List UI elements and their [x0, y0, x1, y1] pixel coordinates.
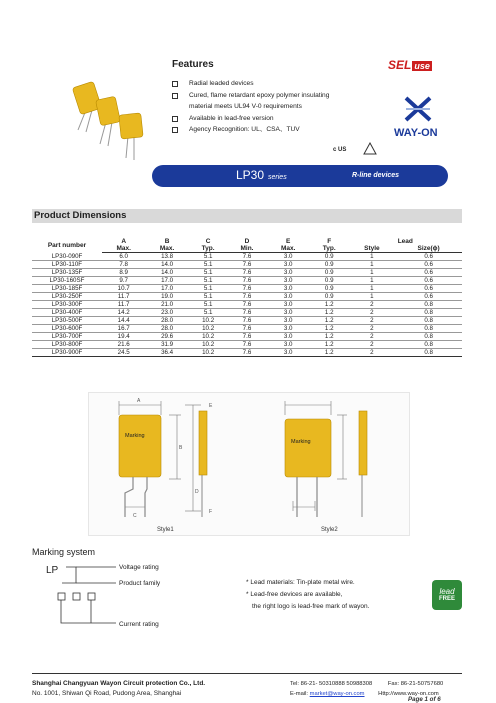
table-cell: 3.0	[266, 293, 309, 301]
table-cell: LP30-135F	[32, 269, 102, 277]
table-row	[32, 309, 462, 317]
table-cell: LP30-090F	[32, 253, 102, 261]
table-cell: 0.9	[310, 285, 349, 293]
table-row	[32, 301, 462, 309]
marking-system-diagram	[40, 557, 240, 635]
table-cell: 3.0	[266, 269, 309, 277]
table-cell: 2	[349, 301, 396, 309]
dim-letter-b: B	[179, 445, 183, 451]
table-row	[32, 285, 462, 293]
table-cell: 36.4	[145, 349, 188, 357]
table-cell: 7.6	[227, 325, 266, 333]
table-cell: 10.2	[189, 349, 228, 357]
tel: Tel: 86-21- 50310888 50988308	[290, 681, 373, 687]
table-cell: 7.8	[102, 261, 145, 269]
tuv-cert-icon	[363, 142, 377, 156]
table-cell: 0.8	[395, 317, 462, 325]
section-title: Product Dimensions	[34, 210, 127, 221]
feature-item: Radial leaded devices	[172, 78, 329, 90]
table-cell: 2	[349, 309, 396, 317]
table-cell: 10.2	[189, 317, 228, 325]
table-cell: 1.2	[310, 301, 349, 309]
table-cell: LP30-500F	[32, 317, 102, 325]
selfuse-logo	[388, 56, 450, 72]
table-cell: 0.9	[310, 261, 349, 269]
dimensions-table	[32, 238, 462, 357]
table-cell: 29.6	[145, 333, 188, 341]
table-cell: LP30-900F	[32, 349, 102, 357]
col-a: A	[121, 238, 127, 245]
series-banner	[152, 165, 448, 187]
lead-notes	[246, 577, 369, 613]
table-cell: 0.8	[395, 349, 462, 357]
table-cell: 11.7	[102, 301, 145, 309]
table-cell: LP30-800F	[32, 341, 102, 349]
subheader: Size(ɸ)	[395, 245, 462, 253]
table-cell: 0.9	[310, 293, 349, 301]
table-row	[32, 277, 462, 285]
style1-marking-label: Marking	[125, 433, 145, 439]
subheader: Max.	[102, 245, 145, 253]
table-cell: 7.6	[227, 341, 266, 349]
feature-item-continuation: material meets UL94 V-0 requirements	[189, 103, 302, 111]
style1-lead-right	[145, 477, 147, 517]
table-cell: 0.8	[395, 301, 462, 309]
product-photo	[64, 70, 148, 162]
table-cell: 3.0	[266, 253, 309, 261]
email-label: E-mail:	[290, 691, 310, 697]
wayon-logo-icon	[402, 94, 434, 124]
table-cell: 0.6	[395, 261, 462, 269]
table-cell: 3.0	[266, 325, 309, 333]
subheader: Max.	[266, 245, 309, 253]
style2-device-body	[285, 419, 331, 477]
col-lead: Lead	[397, 238, 413, 245]
dimension-diagram	[88, 392, 410, 536]
table-cell: 0.6	[395, 269, 462, 277]
table-cell: 10.2	[189, 333, 228, 341]
table-cell: 5.1	[189, 269, 228, 277]
subheader: Typ.	[189, 245, 228, 253]
company-address: No. 1001, Shiwan Qi Road, Pudong Area, Shanghai	[32, 690, 182, 697]
table-cell: 5.1	[189, 293, 228, 301]
table-cell: 1	[349, 253, 396, 261]
table-cell: 10.2	[189, 325, 228, 333]
table-cell: 2	[349, 333, 396, 341]
table-cell: 7.6	[227, 349, 266, 357]
features-title: Features	[172, 59, 214, 70]
table-row	[32, 349, 462, 357]
table-cell: LP30-160SF	[32, 277, 102, 285]
table-cell: 5.1	[189, 309, 228, 317]
table-cell: 7.6	[227, 333, 266, 341]
website-link[interactable]: Http://www.way-on.com	[378, 691, 439, 697]
table-cell: 0.6	[395, 277, 462, 285]
table-cell: 3.0	[266, 309, 309, 317]
table-cell: 7.6	[227, 269, 266, 277]
table-cell: 7.6	[227, 309, 266, 317]
table-cell: 1.2	[310, 317, 349, 325]
table-cell: 19.0	[145, 293, 188, 301]
subheader: Max.	[145, 245, 188, 253]
page-number: Page 1 of 6	[408, 696, 441, 703]
feature-item: Available in lead-free version	[172, 113, 329, 125]
table-cell: 3.0	[266, 349, 309, 357]
dim-letter-a: A	[137, 398, 141, 404]
table-cell: 19.4	[102, 333, 145, 341]
col-d: D	[244, 238, 250, 245]
marking-label-current: Current rating	[119, 621, 159, 628]
table-row	[32, 253, 462, 261]
table-cell: 3.0	[266, 333, 309, 341]
style2-label: Style2	[321, 527, 338, 533]
table-cell: 1.2	[310, 309, 349, 317]
style2-marking-label: Marking	[291, 439, 311, 445]
style2-side-view	[359, 411, 367, 475]
table-cell: 28.0	[145, 317, 188, 325]
table-cell: 1.2	[310, 333, 349, 341]
banner-rline: R-line devices	[352, 172, 400, 179]
table-cell: 7.6	[227, 285, 266, 293]
table-cell: 3.0	[266, 317, 309, 325]
table-cell: 0.9	[310, 253, 349, 261]
table-cell: 0.6	[395, 293, 462, 301]
device-image	[119, 113, 143, 160]
table-cell: 7.6	[227, 253, 266, 261]
table-cell: 17.0	[145, 285, 188, 293]
style1-device-body	[119, 415, 161, 477]
table-cell: 0.8	[395, 333, 462, 341]
selfuse-logo-text: SEL	[388, 58, 412, 72]
table-cell: 9.7	[102, 277, 145, 285]
note-line: * Lead-free devices are available,	[246, 591, 343, 598]
table-cell: 2	[349, 317, 396, 325]
table-cell: 3.0	[266, 285, 309, 293]
table-cell: 0.8	[395, 341, 462, 349]
table-cell: 0.9	[310, 277, 349, 285]
table-cell: 3.0	[266, 277, 309, 285]
dim-letter-f: F	[209, 509, 213, 515]
style1-label: Style1	[157, 527, 174, 533]
table-cell: LP30-400F	[32, 309, 102, 317]
table-cell: 3.0	[266, 301, 309, 309]
table-cell: 2	[349, 325, 396, 333]
note-line: * Lead materials: Tin-plate metal wire.	[246, 579, 355, 586]
table-cell: 1	[349, 293, 396, 301]
table-cell: 1.2	[310, 341, 349, 349]
table-header-row	[32, 238, 462, 245]
table-cell: 11.7	[102, 293, 145, 301]
table-row	[32, 317, 462, 325]
contact-phone-line	[290, 679, 443, 689]
leadfree-logo	[432, 580, 462, 610]
table-row	[32, 261, 462, 269]
table-cell: LP30-700F	[32, 333, 102, 341]
section-header	[32, 209, 462, 223]
table-cell: LP30-185F	[32, 285, 102, 293]
subheader: Min.	[227, 245, 266, 253]
table-row	[32, 269, 462, 277]
style1-lead-left	[125, 477, 133, 517]
table-cell: 17.0	[145, 277, 188, 285]
table-cell: 1.2	[310, 325, 349, 333]
table-cell: 5.1	[189, 261, 228, 269]
table-cell: 1	[349, 261, 396, 269]
table-cell: 7.6	[227, 277, 266, 285]
table-cell: 1.2	[310, 349, 349, 357]
table-cell: 7.6	[227, 261, 266, 269]
marking-system-title: Marking system	[32, 547, 96, 557]
leadfree-text: FREE	[438, 596, 455, 602]
table-cell: 23.0	[145, 309, 188, 317]
table-cell: 21.6	[102, 341, 145, 349]
feature-item: Agency Recognition: UL、CSA、TUV	[172, 124, 329, 136]
table-cell: 31.9	[145, 341, 188, 349]
table-cell: LP30-250F	[32, 293, 102, 301]
style1-side-view	[199, 411, 207, 475]
table-cell: 13.8	[145, 253, 188, 261]
table-cell: 24.5	[102, 349, 145, 357]
table-cell: 14.0	[145, 261, 188, 269]
table-cell: 6.0	[102, 253, 145, 261]
subheader: Typ.	[310, 245, 349, 253]
marking-label-voltage: Voltage rating	[119, 564, 159, 571]
table-cell: 5.1	[189, 301, 228, 309]
table-cell: 5.1	[189, 277, 228, 285]
table-cell: LP30-600F	[32, 325, 102, 333]
table-cell: 8.9	[102, 269, 145, 277]
footer-divider	[32, 673, 462, 674]
table-cell: 3.0	[266, 261, 309, 269]
table-cell: 28.0	[145, 325, 188, 333]
table-cell: 1	[349, 277, 396, 285]
footer-company	[32, 679, 205, 699]
table-cell: 5.1	[189, 253, 228, 261]
marking-label-family: Product family	[119, 580, 161, 587]
table-cell: 7.6	[227, 293, 266, 301]
table-row	[32, 325, 462, 333]
table-cell: 10.7	[102, 285, 145, 293]
table-row	[32, 333, 462, 341]
col-c: C	[205, 238, 211, 245]
table-cell: 21.0	[145, 301, 188, 309]
table-cell: 0.6	[395, 253, 462, 261]
features-list	[172, 78, 329, 136]
device-image	[96, 96, 121, 146]
table-cell: 2	[349, 349, 396, 357]
table-cell: 16.7	[102, 325, 145, 333]
table-cell: 3.0	[266, 341, 309, 349]
fax: Fax: 86-21-50757680	[387, 681, 444, 687]
table-cell: 7.6	[227, 317, 266, 325]
table-cell: 14.2	[102, 309, 145, 317]
feature-item: Cured, flame retardant epoxy polymer insulating	[172, 90, 329, 102]
leadfree-text: lead	[439, 587, 455, 596]
table-cell: LP30-110F	[32, 261, 102, 269]
note-line: the right logo is lead-free mark of wayon.	[252, 603, 370, 610]
table-cell: 14.0	[145, 269, 188, 277]
table-cell: 7.6	[227, 301, 266, 309]
table-cell: 1	[349, 285, 396, 293]
col-e: E	[286, 238, 291, 245]
table-cell: 5.1	[189, 285, 228, 293]
table-cell: 14.4	[102, 317, 145, 325]
email-link[interactable]: market@way-on.com	[309, 691, 365, 697]
selfuse-logo-suffix: use	[414, 61, 430, 71]
table-cell: 0.9	[310, 269, 349, 277]
table-row	[32, 341, 462, 349]
dim-letter-c: C	[133, 513, 137, 519]
ul-cert-mark: c US	[333, 147, 347, 153]
table-cell: 0.8	[395, 325, 462, 333]
dim-letter-d: D	[195, 489, 199, 495]
table-row	[32, 293, 462, 301]
subheader: Style	[349, 245, 396, 253]
col-part-number: Part number	[47, 241, 87, 249]
col-b: B	[164, 238, 170, 245]
table-cell: 0.8	[395, 309, 462, 317]
banner-model: LP30 series	[236, 168, 287, 182]
table-cell: 10.2	[189, 341, 228, 349]
table-cell: 1	[349, 269, 396, 277]
wayon-logo-text: WAY-ON	[394, 127, 438, 139]
dim-letter-e: E	[209, 403, 213, 409]
col-f: F	[327, 238, 332, 245]
table-cell: 0.6	[395, 285, 462, 293]
table-cell: LP30-300F	[32, 301, 102, 309]
company-name: Shanghai Changyuan Wayon Circuit protection Co., Ltd.	[32, 680, 206, 687]
marking-prefix: LP	[46, 565, 59, 576]
table-cell: 2	[349, 341, 396, 349]
